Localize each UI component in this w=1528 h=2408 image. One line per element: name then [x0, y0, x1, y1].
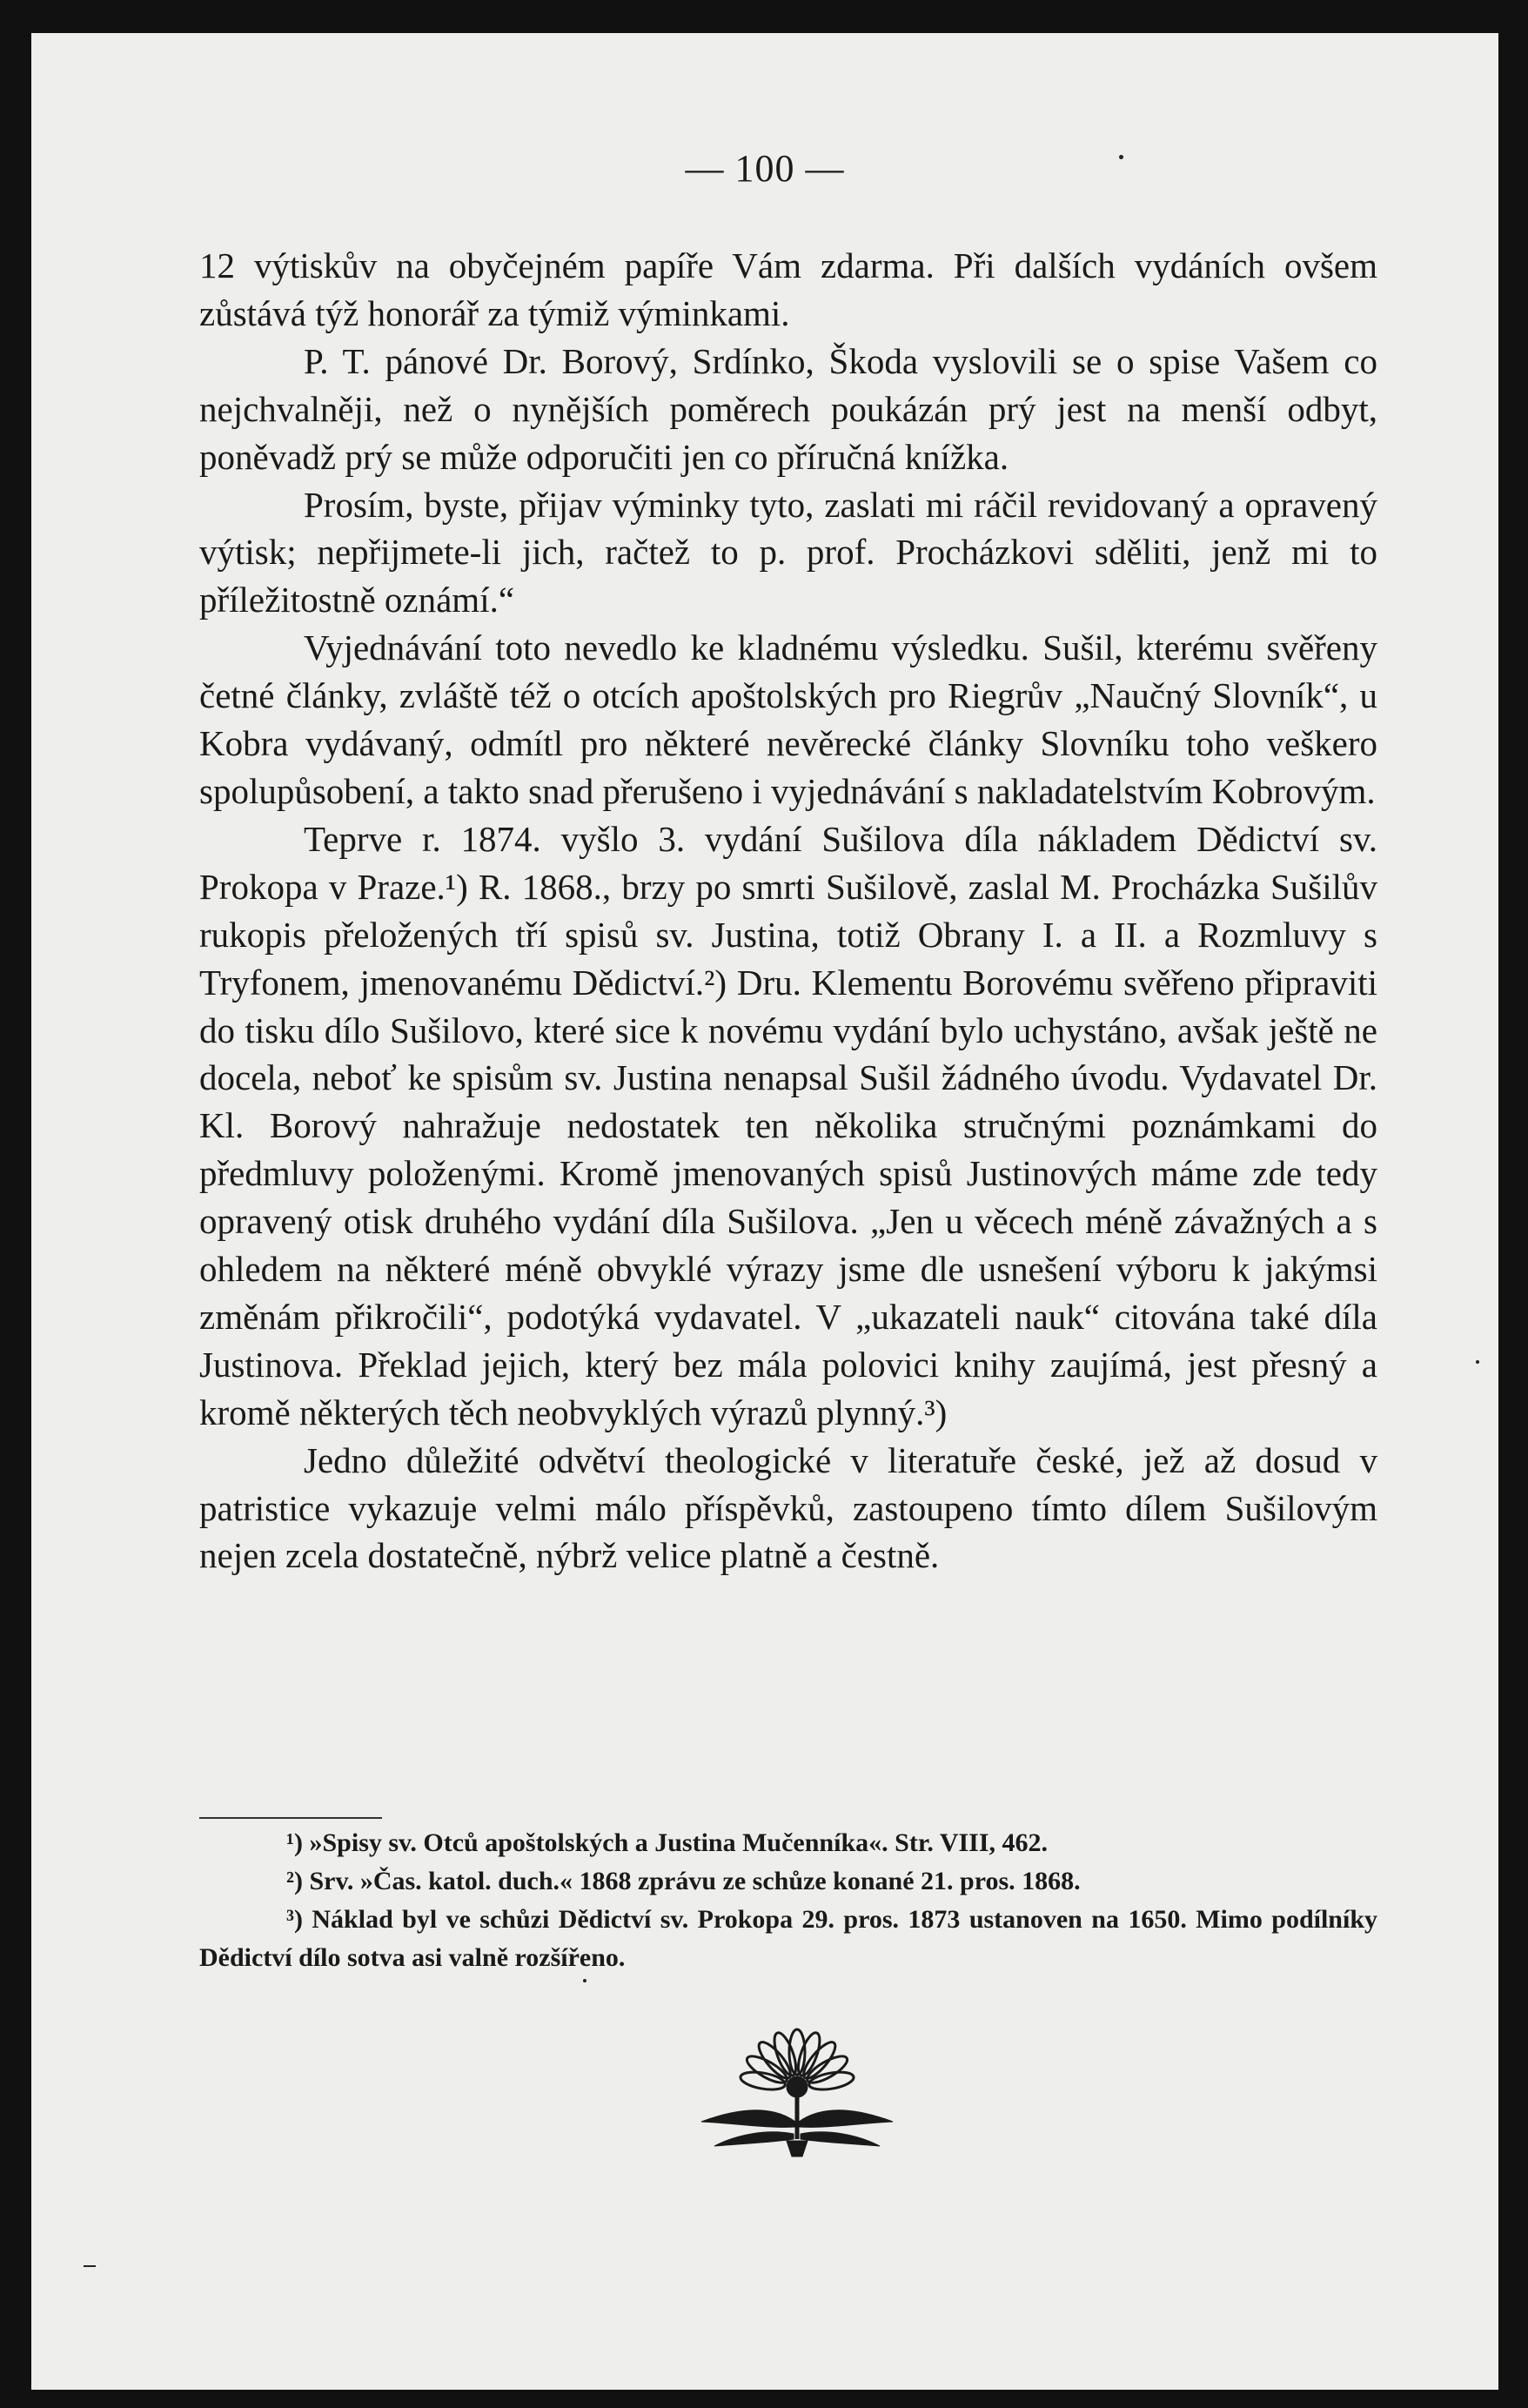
- footnote-divider: [199, 1817, 382, 1819]
- scan-speck: [84, 2265, 96, 2267]
- footnote-text: Náklad byl ve schůzi Dědictví sv. Prokopa 29. pros. 1873 ustanoven na 1650. Mimo podílníky Dědictví dílo sotva asi valně rozšířeno.: [199, 1905, 1378, 1972]
- paragraph-1: 12 výtiskův na obyčejném papíře Vám zdarma. Při dalších vydáních ovšem zůstává týž honorář za týmiž výminkami.: [199, 245, 1377, 333]
- book-page: [31, 33, 1498, 2390]
- footnotes: [199, 1824, 1377, 1977]
- body-text: [199, 242, 1377, 1580]
- flower-ornament-icon: [684, 2026, 910, 2165]
- footnote-mark: ²): [286, 1867, 303, 1895]
- paragraph-2: P. T. pánové Dr. Borový, Srdínko, Škoda vyslovili se o spise Vašem co nejchvalněji, než o nynějších poměrech poukázán prý jest na menší odbyt, poněvadž prý se může odporučiti jen co příručná knížka.: [199, 340, 1377, 477]
- scan-speck: [1476, 1360, 1479, 1364]
- footnote-3: [199, 1901, 1377, 1977]
- footnote-mark: ¹): [286, 1828, 303, 1857]
- paragraph-4: Vyjednávání toto nevedlo ke kladnému výsledku. Sušil, kterému svěřeny četné články, zvláště též o otcích apoštolských pro Riegrův „Naučný Slovník“, u Kobra vydávaný, odmítl pro některé nevěrecké články Slovníku toho veškero spolupůsobení, a takto snad přerušeno i vyjednávání s nakladatelstvím Kobrovým.: [199, 627, 1377, 811]
- page-number: — 100 —: [685, 147, 845, 190]
- paragraph-5: Teprve r. 1874. vyšlo 3. vydání Sušilova díla nákladem Dědictví sv. Prokopa v Praze.¹) R. 1868., brzy po smrti Sušilově, zaslal M. Procházka Sušilův rukopis přeložených tří spisů sv. Justina, totiž Obrany I. a II. a Rozmluvy s Tryfonem, jmenovanému Dědictví.²) Dru. Klementu Borovému svěřeno připraviti do tisku dílo Sušilovo, které sice k novému vydání bylo uchystáno, avšak ještě ne docela, neboť ke spisům sv. Justina nenapsal Sušil žádného úvodu. Vydavatel Dr. Kl. Borový nahražuje nedostatek ten několika stručnými poznámkami do předmluvy položenými. Kromě jmenovaných spisů Justinových máme zde tedy opravený otisk druhého vydání díla Sušilova. „Jen u věcech méně závažných a s ohledem na některé méně obvyklé výrazy jsme dle usnešení výboru k jakýmsi změnám přikročili“, podotýká vydavatel. V „ukazateli nauk“ citována také díla Justinova. Překlad jejich, který bez mála polovici knihy zaujímá, jest přesný a kromě některých těch neobvyklých výrazů plynný.³): [199, 818, 1377, 1432]
- footnote-2: [199, 1862, 1377, 1901]
- paragraph-3: Prosím, byste, přijav výminky tyto, zaslati mi ráčil revidovaný a opravený výtisk; nepřijmete-li jich, račtež to p. prof. Procházkovi sděliti, jenž mi to příležitostně oznámí.“: [199, 484, 1377, 620]
- footnote-text: »Spisy sv. Otců apoštolských a Justina Mučenníka«. Str. VIII, 462.: [309, 1828, 1049, 1857]
- footnote-text: Srv. »Čas. katol. duch.« 1868 zprávu ze schůze konané 21. pros. 1868.: [309, 1867, 1081, 1895]
- footnote-mark: ³): [286, 1905, 303, 1934]
- scan-speck: [583, 1979, 586, 1982]
- footnote-1: [199, 1824, 1377, 1862]
- paragraph-6: Jedno důležité odvětví theologické v literatuře české, jež až dosud v patristice vykazuje velmi málo příspěvků, zastoupeno tímto dílem Sušilovým nejen zcela dostatečně, nýbrž velice platně a čestně.: [199, 1439, 1377, 1576]
- scan-speck: [1119, 155, 1123, 159]
